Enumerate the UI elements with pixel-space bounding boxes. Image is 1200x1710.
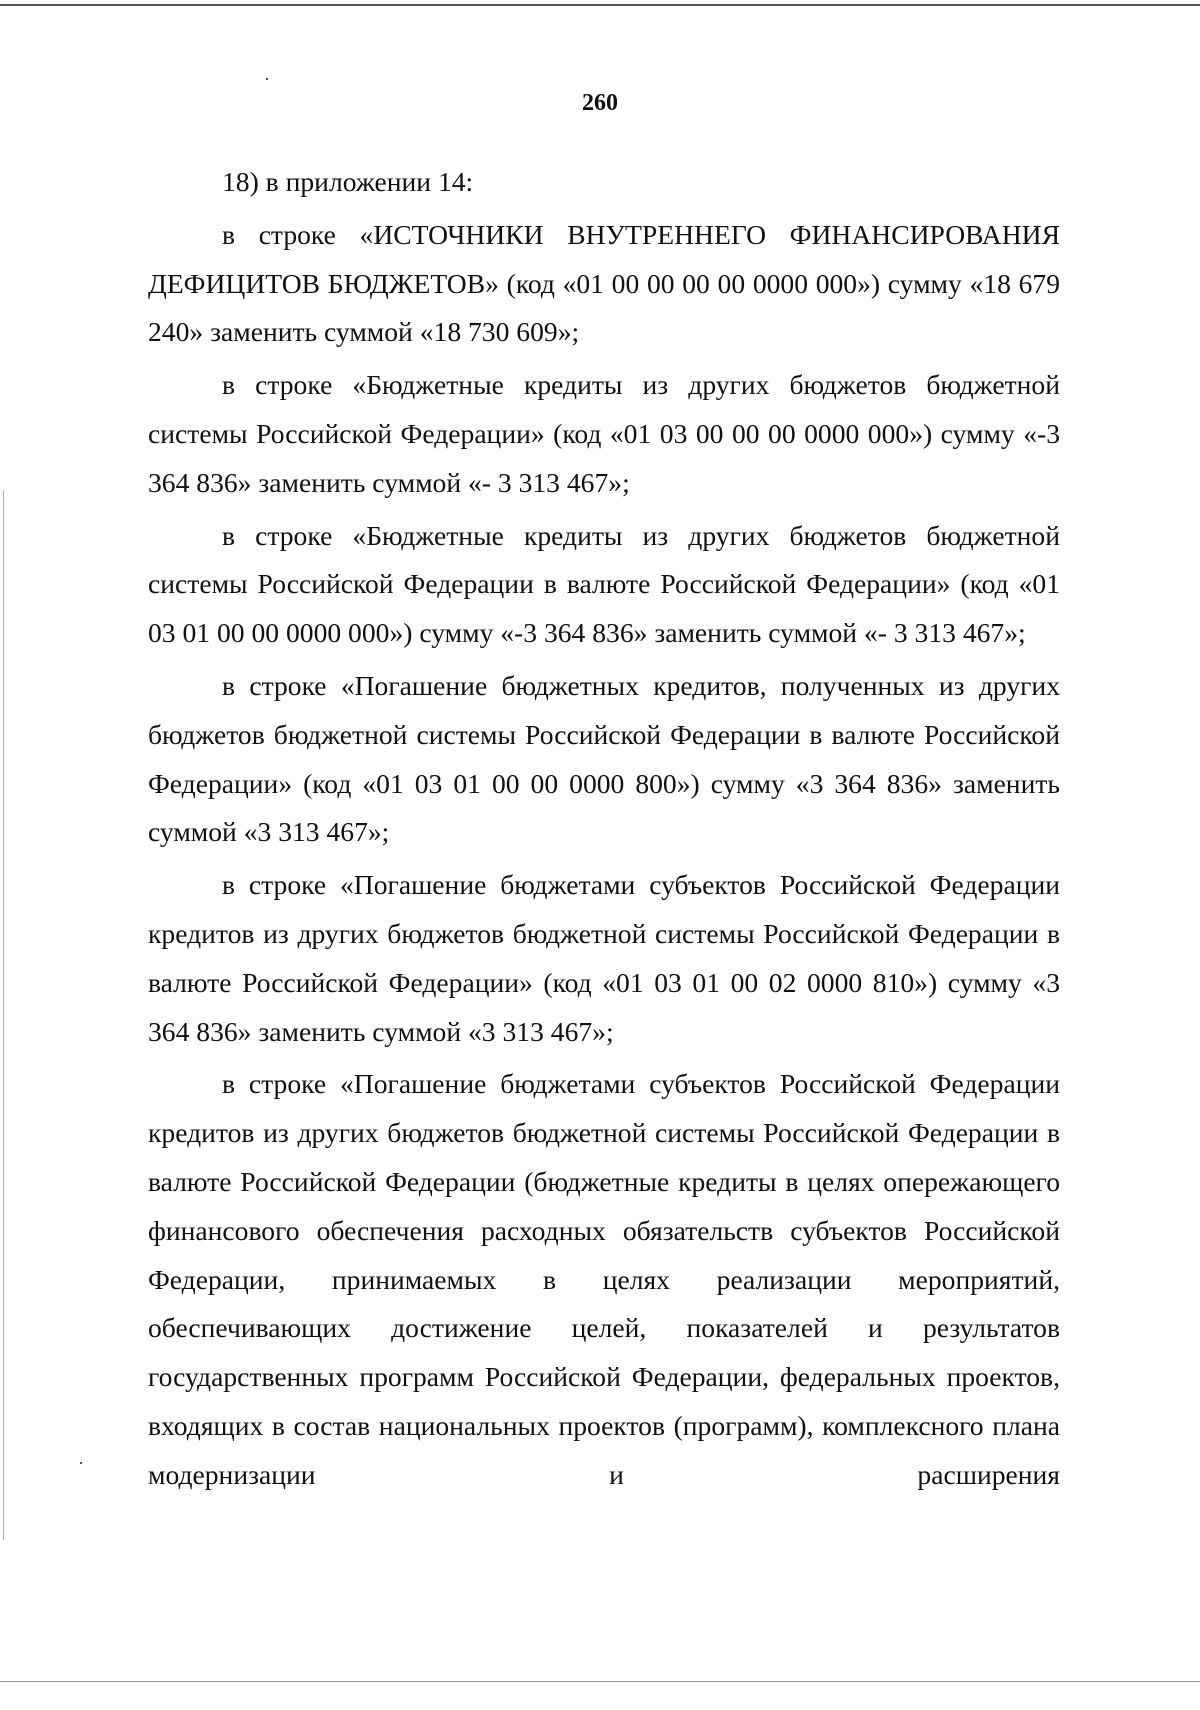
scan-speck [80,1462,82,1464]
paragraph-repayment-credits: в строке «Погашение бюджетных кредитов, полученных из других бюджетов бюджетной системы Российской Федерации в валюте Российской Федерации» (код «01 03 01 00 00 0000 800») сумму «3 364 836» заменить суммой «3 313 467»; [148,669,1060,848]
paragraph-sources-internal-financing: в строке «ИСТОЧНИКИ ВНУТРЕННЕГО ФИНАНСИРОВАНИЯ ДЕФИЦИТОВ БЮДЖЕТОВ» (код «01 00 00 00 00 0000 000») сумму «18 679 240» заменить суммой «18 730 609»; [148,218,1060,348]
page-number: 260 [582,90,618,116]
scan-edge-left [3,490,4,1540]
scan-edge-bottom [0,1681,1200,1682]
document-body [148,158,1060,1500]
paragraph-repayment-advance-financing: в строке «Погашение бюджетами субъектов Российской Федерации кредитов из других бюджетов бюджетной системы Российской Федерации в валюте Российской Федерации (бюджетные кредиты в целях опережающего финансового обеспечения расходных обязательств субъектов Российской Федерации, принимаемых в целях реализации мероприятий, обеспечивающих достижение целей, показателей и результатов государственных программ Российской Федерации, федеральных проектов, входящих в состав национальных проектов (программ), комплексного плана модернизации и расширения [148,1068,1060,1490]
scan-edge-top [0,4,1200,6]
scan-speck [266,78,268,80]
paragraph-repayment-by-subjects: в строке «Погашение бюджетами субъектов Российской Федерации кредитов из других бюджетов бюджетной системы Российской Федерации в валюте Российской Федерации» (код «01 03 01 00 02 0000 810») сумму «3 364 836» заменить суммой «3 313 467»; [148,869,1060,1047]
paragraph-item-18-heading: 18) в приложении 14: [222,166,474,197]
paragraph-budget-credits-rub: в строке «Бюджетные кредиты из других бюджетов бюджетной системы Российской Федерации в валюте Российской Федерации» (код «01 03 01 00 00 0000 000») сумму «-3 364 836» заменить суммой «- 3 313 467»; [148,519,1060,649]
paragraph-budget-credits: в строке «Бюджетные кредиты из других бюджетов бюджетной системы Российской Федерации» (код «01 03 00 00 00 0000 000») сумму «-3 364 836» заменить суммой «- 3 313 467»; [148,369,1060,498]
